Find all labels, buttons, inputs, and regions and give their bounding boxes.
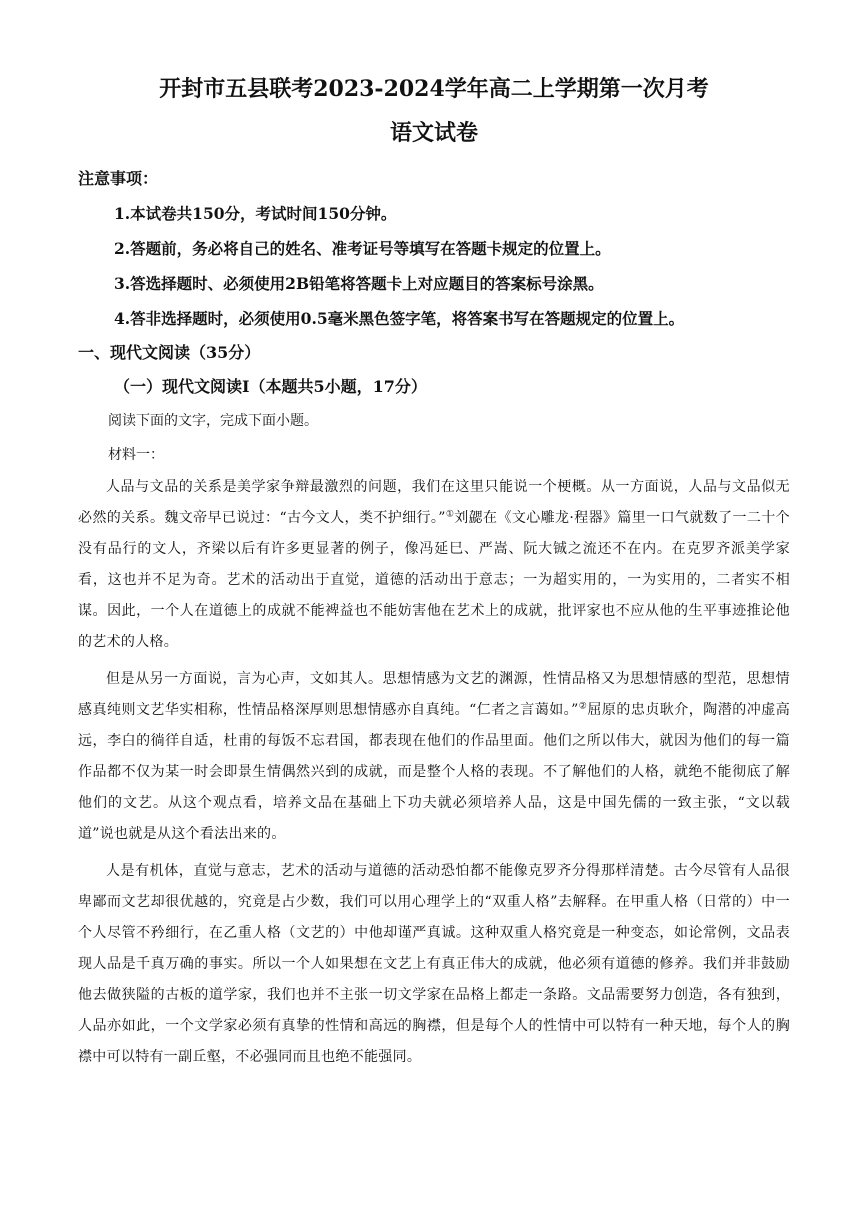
reading-instruction: 阅读下面的文字，完成下面小题。 [108,413,318,429]
footnote-mark: ② [578,701,588,712]
notice-list [78,203,790,330]
paragraph-text: 人品与文品的关系是美学家争辩最激烈的问题，我们在这里只能说一个梗概。从一方面说，人品与文品似无必然的关系。魏文帝早已说过：“古今文人，类不护细行。” [78,479,790,526]
subsection-heading: （一）现代文阅读Ⅰ（本题共5小题，17分） [114,377,427,396]
notice-item-2: 2.答题前，务必将自己的姓名、准考证号等填写在答题卡规定的位置上。 [114,239,611,258]
notice-item-3: 3.答选择题时、必须使用2B铅笔将答题卡上对应题目的答案标号涂黑。 [114,274,604,293]
paragraph-text: 人是有机体，直觉与意志，艺术的活动与道德的活动恐怕都不能像克罗齐分得那样清楚。古今尽管有人品很卑鄙而文艺却很优越的，究竟是占少数，我们可以用心理学上的“双重人格”去解释。在甲重人格（日常的）中一个人尽管不矜细行，在乙重人格（文艺的）中他却谨严真诚。这种双重人格究竟是一种变态，如论常例，文品表现人品是千真万确的事实。所以一个人如果想在文艺上有真正伟大的成就，他必须有道德的修养。我们并非鼓励他去做狭隘的古板的道学家，我们也并不主张一切文学家在品格上都走一条路。文品需要努力创造，各有独到，人品亦如此，一个文学家必须有真挚的性情和高远的胸襟，但是每个人的性情中可以特有一种天地，每个人的胸襟中可以特有一副丘壑，不必强同而且也绝不能强同。 [78,863,790,1065]
notice-item-4: 4.答非选择题时，必须使用0.5毫米黑色签字笔，将答案书写在答题规定的位置上。 [114,309,685,328]
notice-heading: 注意事项： [78,169,159,188]
paragraph-text: 但是从另一方面说，言为心声，文如其人。思想情感为文艺的渊源，性情品格又为思想情感的型范，思想情感真纯则文艺华实相称，性情品格深厚则思想情感亦自真纯。“仁者之言蔼如。” [78,671,790,718]
paragraph-text: 屈原的忠贞耿介，陶潜的冲虚高远，李白的徜徉自适，杜甫的每饭不忘君国，都表现在他们的作品里面。他们之所以伟大，就因为他们的每一篇作品都不仅为某一时会即景生情偶然兴到的成就，而是整个人格的表现。不了解他们的人格，就绝不能彻底了解他们的文艺。从这个观点看，培养文品在基础上下功夫就必须培养人品，这是中国先儒的一致主张，“文以载道”说也就是从这个看法出来的。 [78,702,790,842]
paragraph-1 [78,472,790,658]
paragraph-3 [78,856,790,1073]
exam-subtitle: 语文试卷 [389,120,478,146]
section-heading: 一、现代文阅读（35分） [78,343,261,362]
exam-title: 开封市五县联考2023-2024学年高二上学期第一次月考 [159,76,709,102]
footnote-mark: ① [445,509,455,520]
notice-item-1: 1.本试卷共150分，考试时间150分钟。 [114,204,397,223]
material-label: 材料一： [108,447,164,463]
paragraph-text: 刘勰在《文心雕龙·程器》篇里一口气就数了一二十个没有品行的文人，齐梁以后有许多更显著的例子，像冯延巳、严嵩、阮大铖之流还不在内。在克罗齐派美学家看，这也并不足为奇。艺术的活动出于直觉，道德的活动出于意志；一为超实用的，一为实用的，二者实不相谋。因此，一个人在道德上的成就不能裨益也不能妨害他在艺术上的成就，批评家也不应从他的生平事迹推论他的艺术的人格。 [78,510,790,650]
paragraph-2 [78,664,790,850]
